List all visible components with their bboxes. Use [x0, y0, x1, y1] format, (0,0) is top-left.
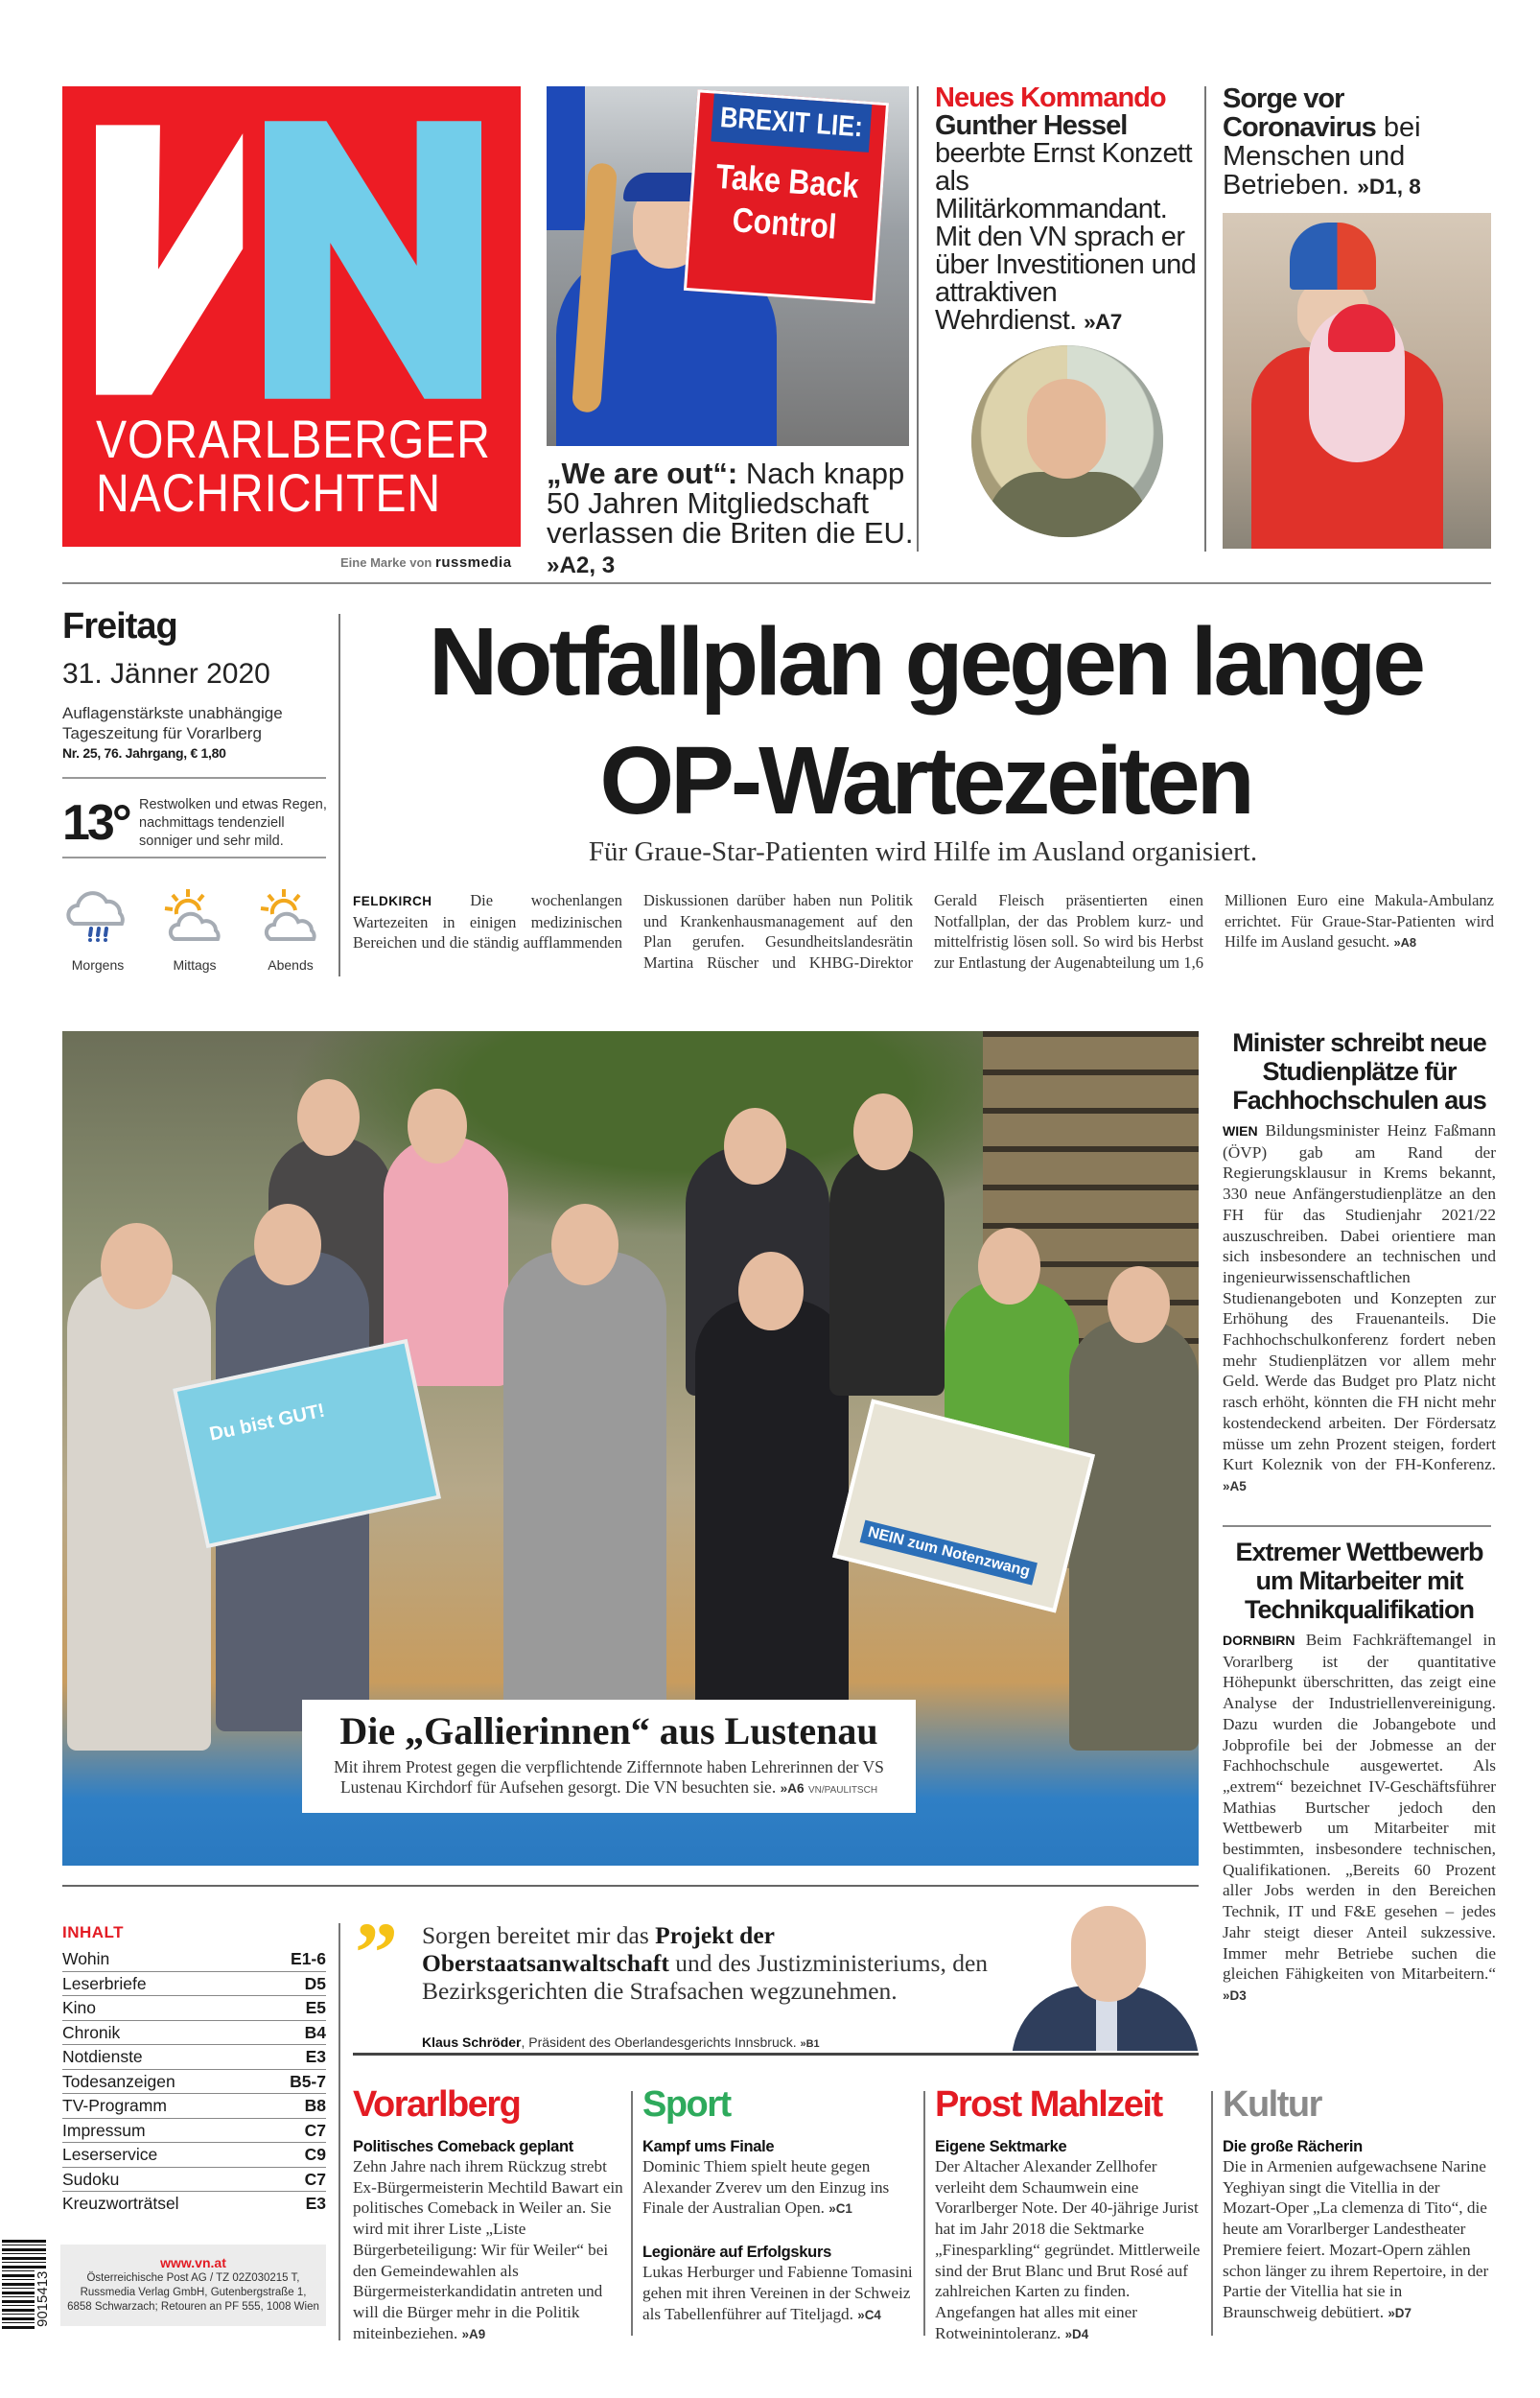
toc-item[interactable]	[62, 1996, 326, 2021]
quote-block	[422, 1921, 1002, 2050]
toc-page: E3	[305, 2047, 326, 2066]
toc-label: Todesanzeigen	[62, 2071, 175, 2091]
quote-attribution: Klaus Schröder, Präsident des Oberlandesgerichts Innsbruck. »B1	[422, 2034, 820, 2050]
toc-label: Kino	[62, 1998, 97, 2017]
kommando-teaser[interactable]: Neues Kommando Gunther Hessel beerbte Ernst Konzett als Militärkommandant. Mit den VN sprach er über Investitionen und attraktiven Wehrdienst. »A7	[935, 84, 1199, 336]
brexit-photo	[547, 86, 909, 446]
toc-item[interactable]	[62, 1947, 326, 1972]
sun-cloud-icon	[257, 887, 324, 945]
toc-item[interactable]	[62, 2045, 326, 2070]
dateline: WIEN	[1223, 1123, 1258, 1139]
schroeder-portrait	[1012, 1904, 1199, 2051]
toc-page: E5	[305, 1998, 326, 2017]
corona-column	[1223, 84, 1496, 549]
side-article-studienplaetze[interactable]: Minister schreibt neue Studienplätze für Fachhochschulen aus WIEN Bildungsminister Heinz Faßmann (ÖVP) gab am Rand der Regierungsklausur in Krems bekannt, 330 neue Anfängerstudienplätze an den FH für das Studienjahr 2021/22 auszuschreiben. Dabei orientiere man sich insbesondere an technischen und ingenieurwissenschaftlichen Studienangeboten und Konzepten zur Erhöhung des Frauenanteils. Die Fachhochschulkonferenz fordert neben mehr Studienplätzen vor allem mehr Geld. Werde das Budget pro Platz nicht rasch erhöht, könnten die FH nicht mehr kostendeckend arbeiten. Der Fördersatz müsse um zehn Prozent steigen, fordert Kurt Koleznik von der FH-Konferenz. »A5	[1223, 1028, 1496, 1493]
page-ref: »D4	[1064, 2326, 1089, 2341]
inhalt-title: INHALT	[62, 1923, 125, 1941]
website-link[interactable]: www.vn.at	[160, 2255, 226, 2270]
page-ref: »C4	[857, 2307, 881, 2322]
photo-caption[interactable]: Die „Gallierinnen“ aus Lustenau Mit ihrem Protest gegen die verpflichtende Ziffernnote haben Lehrerinnen der VS Lustenau Kirchdorf für Aufsehen gesorgt. Die VN besuchten sie. »A6 VN/PAULITSCH	[302, 1700, 916, 1813]
logo-n-letter	[265, 120, 483, 400]
section-title: Sport	[642, 2084, 731, 2125]
toc-item[interactable]	[62, 2143, 326, 2168]
divider	[62, 777, 326, 779]
divider	[917, 86, 919, 552]
brexit-teaser[interactable]: „We are out“: Nach knapp 50 Jahren Mitgliedschaft verlassen die Briten die EU. »A2, 3	[547, 457, 914, 578]
divider	[338, 1923, 340, 2340]
page-ref: »B1	[800, 2038, 820, 2050]
toc-page: C7	[304, 2169, 326, 2189]
page-ref: »A8	[1393, 935, 1417, 950]
kicker: Neues Kommando	[935, 82, 1166, 113]
section-title: Prost Mahlzeit	[935, 2084, 1162, 2125]
toc-page: B5-7	[290, 2071, 326, 2091]
protest-board: NEIN zum Notenzwang	[832, 1399, 1095, 1612]
toc-item[interactable]	[62, 1972, 326, 1997]
publisher-info: www.vn.at Österreichische Post AG / TZ 02Z030215 T, Russmedia Verlag GmbH, Gutenbergstraße 1, 6858 Schwarzach; Retouren an PF 555, 1008 Wien	[60, 2245, 326, 2326]
weather-mittags: Mittags	[156, 887, 233, 973]
divider	[353, 2053, 1199, 2056]
page-ref: »A7	[1084, 310, 1122, 334]
issue-day: Freitag	[62, 606, 177, 647]
hessel-portrait	[971, 345, 1163, 537]
toc-label: Wohin	[62, 1949, 110, 1968]
section-title: Kultur	[1223, 2084, 1321, 2125]
dateline: DORNBIRN	[1223, 1633, 1295, 1648]
toc-item[interactable]	[62, 2070, 326, 2095]
page-ref: »A2, 3	[547, 552, 616, 578]
toc-page: D5	[304, 1973, 326, 1993]
page-ref: »A9	[461, 2326, 486, 2341]
barcode-number: 9015413	[35, 2270, 51, 2327]
divider	[1211, 2091, 1213, 2336]
sun-cloud-icon	[161, 887, 228, 945]
section-sport[interactable]: Sport Kampf ums Finale Dominic Thiem spielt heute gegen Alexander Zverev um den Einzug ins Finale der Australian Open. »C1 Legionäre auf Erfolgskurs Lukas Herburger und Fabienne Tomasini gehen mit ihren Vereinen in der Schweiz als Tabellenführer auf Titeljagd. »C4	[642, 2084, 913, 2323]
divider	[631, 2091, 633, 2336]
divider	[1223, 1525, 1491, 1527]
divider	[923, 2091, 925, 2336]
page-ref: »D7	[1388, 2305, 1412, 2320]
toc-label: Leserbriefe	[62, 1973, 147, 1993]
section-vorarlberg[interactable]: Vorarlberg Politisches Comeback geplant Zehn Jahre nach ihrem Rückzug strebt Ex-Bürgermeisterin Mechtild Bawart ein politisches Comeback in Weiler an. Sie wird mit ihrer Liste „Liste Bürgerbeteiligung: Wir für Weiler“ bei den Gemeindewahlen als Bürgermeisterkandidatin antreten und will die Bürger mehr in die Politik miteinbeziehen. »A9	[353, 2084, 623, 2342]
item-title: Die große Rächerin	[1223, 2138, 1363, 2155]
photo-credit: VN/PAULITSCH	[807, 1785, 878, 1796]
divider	[62, 857, 326, 858]
russmedia-brand: russmedia	[435, 554, 512, 571]
vn-logo	[62, 86, 521, 547]
item-title: Legionäre auf Erfolgskurs	[642, 2244, 831, 2262]
temperature: 13°	[62, 795, 129, 851]
toc-label: Leserservice	[62, 2145, 158, 2164]
eu-flag	[547, 86, 585, 230]
issue-number: Nr. 25, 76. Jahrgang, € 1,80	[62, 745, 226, 761]
page-ref: »D1, 8	[1357, 175, 1421, 199]
rain-cloud-icon	[64, 887, 131, 945]
lead-body: FELDKIRCH Die wochenlangen Wartezeiten in einigen medizinischen Bereichen und die ständig aufflammenden Diskussionen darüber haben nun Politik und Krankenhausmanagement auf den Plan gerufen. Gesundheitslandesrätin Martina Rüscher und KHBG-Direktor Gerald Fleisch präsentierten einen Notfallplan, der das Problem kurz- und mittelfristig lösen soll. So wird bis Herbst zur Entlastung der Augenabteilung um 1,6 Millionen Euro eine Makula-Ambulanz errichtet. Für Graue-Star-Patienten wird Hilfe im Ausland gesucht. »A8	[353, 891, 1494, 972]
corona-photo	[1223, 213, 1491, 549]
protest-sign: BREXIT LIE: Take Back Control	[684, 89, 889, 303]
item-title: Kampf ums Finale	[642, 2138, 775, 2155]
toc-item[interactable]	[62, 2021, 326, 2046]
side-article-wettbewerb[interactable]: Extremer Wettbewerb um Mitarbeiter mit Technikqualifikation DORNBIRN Beim Fachkräftemangel in Vorarlberg ist der quantitative Höhepunkt überschritten, das zeigt eine Analyse der Industriellenvereinigung. Dazu wurden die Jobangebote und Jobprofile bei der Jobmesse an der Fachhochschule ausgewertet. Als „extrem“ bezeichnet IV-Geschäftsführer Mathias Burtscher jedoch den Wettbewerb um Mitarbeiter mit bestimmten, insbesondere technischen, Qualifikationen. „Bereits 60 Prozent aller Jobs werden in den Bereichen Technik, IT und F&E gesehen – jedes Jahr steigt dieser Anteil sukzessive. Immer mehr Betriebe suchen die gleichen Fähigkeiten von Mitarbeitern.“ »D3	[1223, 1538, 1496, 2003]
toc-page: E1-6	[291, 1949, 326, 1968]
toc-page: B4	[304, 2022, 326, 2042]
page-ref: »A5	[1223, 1478, 1247, 1493]
page-ref: »A6	[780, 1781, 805, 1796]
toc-label: Chronik	[62, 2022, 121, 2042]
toc-page: E3	[305, 2194, 326, 2213]
toc-item[interactable]	[62, 2192, 326, 2217]
section-kultur[interactable]: Kultur Die große Rächerin Die in Armenien aufgewachsene Narine Yeghiyan singt die Vitellia in der Mozart-Oper „La clemenza di Tito“, die heute am Vorarlberger Landestheater Premiere feiert. Mozart-Opern zählen schon länger zu ihrem Repertoire, in der Partie der Vitellia hat sie in Braunschweig debütiert. »D7	[1223, 2083, 1493, 2324]
toc-page: C9	[304, 2145, 326, 2164]
toc-page: C7	[304, 2120, 326, 2140]
quote-icon: ”	[355, 1906, 398, 2001]
protest-board: Du bist GUT!	[173, 1339, 441, 1548]
kommando-column	[935, 84, 1199, 549]
logo-v-letter	[96, 120, 249, 400]
toc-label: TV-Programm	[62, 2096, 167, 2115]
item-title: Eigene Sektmarke	[935, 2138, 1067, 2155]
toc-label: Sudoku	[62, 2169, 120, 2189]
issue-date: 31. Jänner 2020	[62, 658, 270, 690]
page-ref: »C1	[828, 2201, 852, 2217]
divider	[1204, 86, 1206, 552]
toc-page: B8	[304, 2096, 326, 2115]
logo-line-2: NACHRICHTEN	[96, 462, 441, 523]
toc-label: Notdienste	[62, 2047, 143, 2066]
quote-text: Sorgen bereitet mir das Projekt der Oberstaatsanwaltschaft und des Justizministeriums, den Bezirksgerichten die Strafsachen wegzunehmen.	[422, 1921, 989, 2005]
item-title: Politisches Comeback geplant	[353, 2138, 574, 2155]
weather-text: Restwolken und etwas Regen, nachmittags tendenziell sonniger und sehr mild.	[139, 797, 327, 849]
toc-label: Kreuzworträtsel	[62, 2194, 179, 2213]
lead-subhead: Für Graue-Star-Patienten wird Hilfe im Ausland organisiert.	[588, 836, 1258, 867]
page-ref: »D3	[1223, 1987, 1247, 2003]
toc-item[interactable]	[62, 2168, 326, 2193]
tagline: Auflagenstärkste unabhängige Tageszeitung für Vorarlberg	[62, 704, 283, 742]
toc-item[interactable]	[62, 2119, 326, 2144]
lead-headline[interactable]: Notfallplan gegen lange OP-Wartezeiten	[429, 608, 1422, 835]
caption-title: Die „Gallierinnen“ aus Lustenau	[339, 1709, 878, 1752]
section-prost-mahlzeit[interactable]: Prost Mahlzeit Eigene Sektmarke Der Altacher Alexander Zellhofer verleiht dem Schaumwein eine Vorarlberger Note. Der 40-jährige Jurist hat im Jahr 2018 die Sektmarke „Finesparkling“ gegründet. Mittlerweile sind der Brut Blanc und Brut Rosé auf zahlreichen Karten zu finden. Angefangen hat alles mit einer Rotweinintoleranz. »D4	[935, 2083, 1205, 2344]
divider	[62, 1885, 1199, 1887]
weather-abends: Abends	[252, 887, 329, 973]
masthead-rule	[62, 582, 1491, 584]
section-title: Vorarlberg	[353, 2084, 521, 2125]
brand-line: Eine Marke von russmedia	[340, 554, 512, 571]
toc-label: Impressum	[62, 2120, 146, 2140]
corona-teaser[interactable]: Sorge vor Coronavirus bei Menschen und Betrieben. »D1, 8	[1223, 83, 1421, 200]
logo-line-1: VORARLBERGER	[96, 409, 491, 469]
table-of-contents	[62, 1947, 326, 2217]
dateline: FELDKIRCH	[353, 894, 432, 908]
weather-morgens: Morgens	[59, 887, 136, 973]
toc-item[interactable]	[62, 2094, 326, 2119]
